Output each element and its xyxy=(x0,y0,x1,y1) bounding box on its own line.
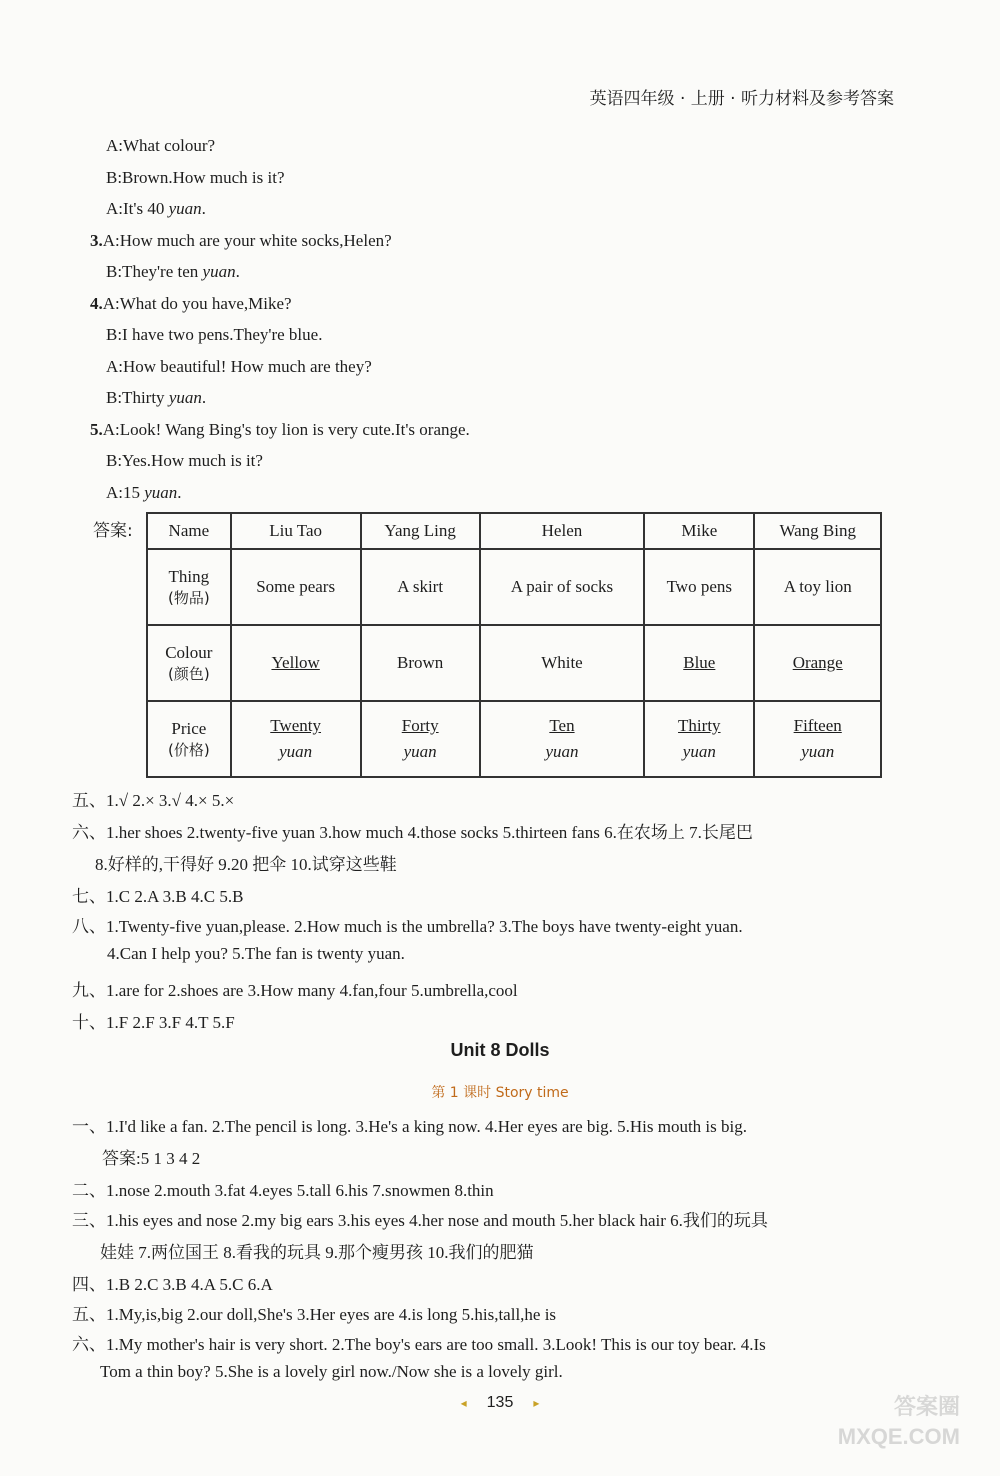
table-cell: Wang Bing xyxy=(754,513,881,549)
table-cell: Liu Tao xyxy=(231,513,361,549)
currency-word: yuan xyxy=(202,262,236,281)
page-number: ◂ 135 ▸ xyxy=(460,1394,540,1411)
dialogue-text: A:How much are your white socks,Helen? xyxy=(102,230,392,250)
dialogue-line xyxy=(106,262,240,282)
dialogue-line xyxy=(106,451,263,471)
unit-title: Unit 8 Dolls xyxy=(450,1040,550,1060)
answer-eight: 八、1.Twenty-five yuan,please. 2.How much is the umbrella? 3.The boys have twenty-eight yuan. xyxy=(72,917,743,936)
item-number: 5. xyxy=(90,419,103,439)
dialogue-tail: . xyxy=(201,388,207,407)
table-cell: White xyxy=(480,625,644,701)
lesson-title: 第 1 课时 Story time xyxy=(431,1085,569,1101)
answer-ten: 十、1.F 2.F 3.F 4.T 5.F xyxy=(72,1013,235,1032)
dialogue-line xyxy=(106,136,215,156)
unit-answer-one: 一、1.I'd like a fan. 2.The pencil is long. 3.He's a king now. 4.Her eyes are big. 5.His mouth is big. xyxy=(72,1117,747,1136)
currency-word: yuan xyxy=(144,482,178,502)
right-arrow-icon: ▸ xyxy=(533,1396,540,1410)
table-header-row xyxy=(147,513,881,549)
table-cell: Yellow xyxy=(231,625,361,701)
dialogue-line xyxy=(90,294,292,314)
table-cell: Brown xyxy=(361,625,480,701)
dialogue-text: A:It's 40 xyxy=(106,199,169,218)
dialogue-line xyxy=(106,325,322,345)
item-number: 4. xyxy=(90,293,103,313)
table-cell: Yang Ling xyxy=(361,513,480,549)
dialogue-text: B:Thirty xyxy=(106,388,169,407)
dialogue-line xyxy=(106,483,182,503)
table-cell: A toy lion xyxy=(754,549,881,625)
table-cell: Ten yuan xyxy=(480,701,644,777)
table-cell: Helen xyxy=(480,513,644,549)
unit-answer-six: 六、1.My mother's hair is very short. 2.The boy's ears are too small. 3.Look! This is our toy bear. 4.Is xyxy=(72,1335,766,1354)
dialogue-text: B:They're ten xyxy=(106,262,203,281)
dialogue-tail: . xyxy=(201,199,206,218)
table-row-colour xyxy=(147,625,881,701)
item-number: 3. xyxy=(90,230,103,250)
dialogue-line xyxy=(106,388,206,408)
row-label: Thing (物品) xyxy=(147,549,231,625)
dialogue-line xyxy=(106,168,285,188)
watermark: 答案圈 MXQE.COM xyxy=(837,1394,960,1449)
dialogue-line xyxy=(106,199,206,219)
table-cell: Forty yuan xyxy=(361,701,480,777)
dialogue-text: A:Look! Wang Bing's toy lion is very cute.It's orange. xyxy=(102,419,470,439)
dialogue-text: B:Yes.How much is it? xyxy=(106,451,263,470)
dialogue-text: A:What do you have,Mike? xyxy=(102,293,292,313)
currency-word: yuan xyxy=(168,388,202,407)
row-label: Price (价格) xyxy=(147,701,231,777)
table-cell: Name xyxy=(147,513,231,549)
dialogue-line xyxy=(90,420,470,440)
dialogue-tail: . xyxy=(177,482,182,502)
dialogue-text: B:I have two pens.They're blue. xyxy=(106,325,323,344)
dialogue-line xyxy=(90,231,392,251)
table-cell: Two pens xyxy=(644,549,754,625)
table-cell: Twenty yuan xyxy=(231,701,361,777)
unit-answer-three-cont: 娃娃 7.两位国王 8.看我的玩具 9.那个瘦男孩 10.我们的肥猫 xyxy=(100,1243,534,1262)
unit-answer-two: 二、1.nose 2.mouth 3.fat 4.eyes 5.tall 6.his 7.snowmen 8.thin xyxy=(72,1181,494,1200)
dialogue-text: B:Brown.How much is it? xyxy=(106,167,285,187)
currency-word: yuan xyxy=(168,199,202,218)
table-cell: Blue xyxy=(644,625,754,701)
table-cell: Thirty yuan xyxy=(644,701,754,777)
answer-six: 六、1.her shoes 2.twenty-five yuan 3.how much 4.those socks 5.thirteen fans 6.在农场上 7.长尾巴 xyxy=(72,823,753,842)
table-cell: Orange xyxy=(754,625,881,701)
dialogue-tail: . xyxy=(235,262,240,281)
dialogue-line xyxy=(106,357,372,377)
table-cell: Some pears xyxy=(231,549,361,625)
table-row-price xyxy=(147,701,881,777)
answer-table xyxy=(146,512,882,778)
table-row-thing xyxy=(147,549,881,625)
unit-answer-six-cont: Tom a thin boy? 5.She is a lovely girl now./Now she is a lovely girl. xyxy=(100,1362,563,1381)
dialogue-text: A:What colour? xyxy=(106,136,216,155)
table-cell: A skirt xyxy=(361,549,480,625)
unit-answer-four: 四、1.B 2.C 3.B 4.A 5.C 6.A xyxy=(72,1275,273,1294)
table-cell: Fifteen yuan xyxy=(754,701,881,777)
answer-label: 答案: xyxy=(93,521,133,541)
answer-six-cont: 8.好样的,干得好 9.20 把伞 10.试穿这些鞋 xyxy=(95,855,397,874)
answer-seven: 七、1.C 2.A 3.B 4.C 5.B xyxy=(72,887,244,906)
left-arrow-icon: ◂ xyxy=(460,1396,467,1410)
answer-nine: 九、1.are for 2.shoes are 3.How many 4.fan,four 5.umbrella,cool xyxy=(72,981,518,1000)
unit-answer-three: 三、1.his eyes and nose 2.my big ears 3.his eyes 4.her nose and mouth 5.her black hair 6.我们的玩具 xyxy=(72,1211,768,1230)
answer-five: 五、1.√ 2.× 3.√ 4.× 5.× xyxy=(72,791,235,810)
row-label: Colour (颜色) xyxy=(147,625,231,701)
dialogue-text: A:15 xyxy=(106,482,145,502)
answer-eight-cont: 4.Can I help you? 5.The fan is twenty yuan. xyxy=(107,944,405,963)
unit-answer-five: 五、1.My,is,big 2.our doll,She's 3.Her eyes are 4.is long 5.his,tall,he is xyxy=(72,1305,557,1324)
unit-answer-one-key: 答案:5 1 3 4 2 xyxy=(102,1149,201,1168)
table-cell: A pair of socks xyxy=(480,549,644,625)
table-cell: Mike xyxy=(644,513,754,549)
page-header: 英语四年级 · 上册 · 听力材料及参考答案 xyxy=(589,89,894,109)
dialogue-text: A:How beautiful! How much are they? xyxy=(106,356,372,376)
